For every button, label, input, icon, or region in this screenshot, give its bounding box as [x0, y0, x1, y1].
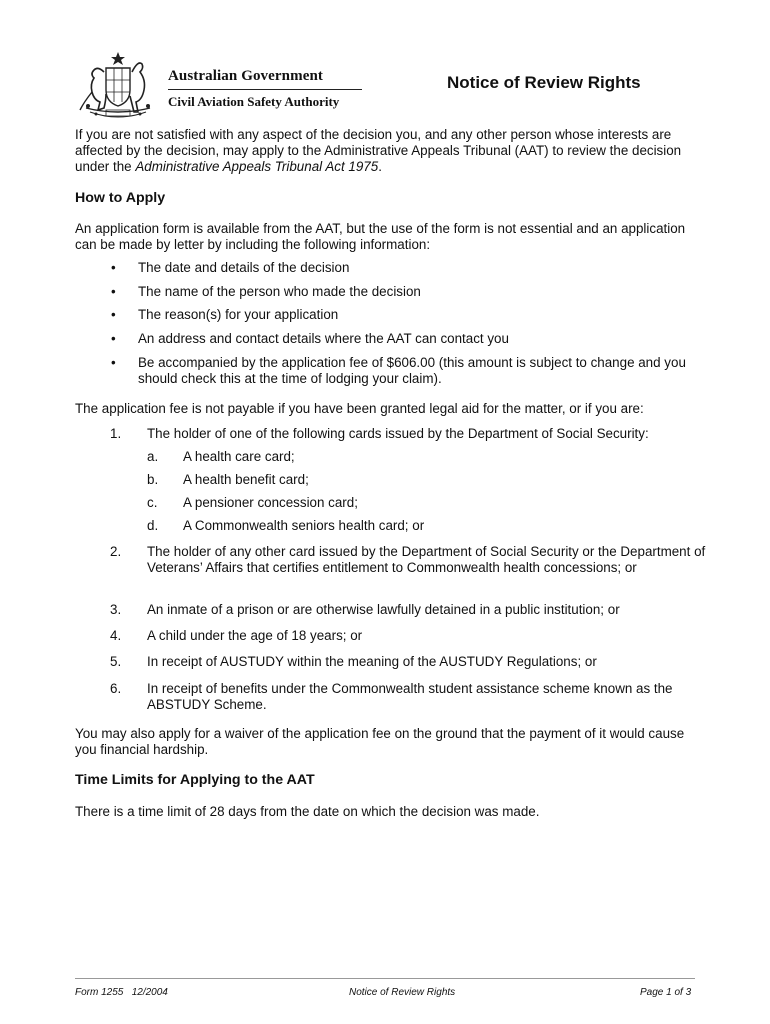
form-number: Form 1255 12/2004	[75, 987, 168, 998]
item-number: 4.	[110, 628, 122, 643]
item-number: 3.	[110, 602, 122, 617]
bullet-icon: •	[111, 260, 116, 275]
sub-item: A Commonwealth seniors health card; or	[183, 518, 425, 533]
list-item: The date and details of the decision	[138, 260, 350, 275]
numbered-item: An inmate of a prison or are otherwise lawfully detained in a public institution; or	[147, 602, 620, 617]
numbered-item: A child under the age of 18 years; or	[147, 628, 363, 643]
list-item: An address and contact details where the AAT can contact you	[138, 331, 509, 346]
list-item: The name of the person who made the decision	[138, 284, 421, 299]
agency-name: Civil Aviation Safety Authority	[168, 94, 340, 109]
government-name: Australian Government	[168, 68, 324, 84]
header-divider	[168, 89, 362, 90]
time-limits-text: There is a time limit of 28 days from the date on which the decision was made.	[75, 804, 540, 819]
item-number: 1.	[110, 426, 122, 441]
application-paragraph: An application form is available from the AAT, but the use of the form is not essential and an application can be made by letter by including the following information:	[75, 221, 686, 252]
act-name: Administrative Appeals Tribunal Act 1975	[135, 159, 379, 174]
numbered-item: The holder of one of the following cards issued by the Department of Social Security:	[147, 426, 649, 441]
list-item: The reason(s) for your application	[138, 307, 339, 322]
numbered-item: In receipt of benefits under the Commonwealth student assistance scheme known as the ABSTUDY Scheme.	[147, 681, 673, 712]
sub-item: A health care card;	[183, 449, 295, 464]
sub-item-letter: d.	[147, 518, 159, 533]
sub-item-letter: c.	[147, 495, 158, 510]
sub-item-letter: a.	[147, 449, 159, 464]
coat-of-arms-logo	[76, 50, 160, 122]
waiver-paragraph: You may also apply for a waiver of the application fee on the ground that the payment of it would cause you financial hardship.	[75, 726, 685, 757]
bullet-icon: •	[111, 284, 116, 299]
footer-title: Notice of Review Rights	[349, 987, 456, 998]
sub-item: A pensioner concession card;	[183, 495, 358, 510]
item-number: 6.	[110, 681, 122, 696]
intro-paragraph	[75, 127, 705, 175]
item-number: 5.	[110, 654, 122, 669]
intro-text: If you are not satisfied with any aspect of the decision you, and any other person whose interests are affected by the decision, may apply to the Administrative Appeals Tribunal (AAT) to review the decision under the	[75, 127, 682, 174]
item-number: 2.	[110, 544, 122, 559]
sub-item: A health benefit card;	[183, 472, 309, 487]
footer-divider	[75, 978, 695, 979]
intro-end: .	[378, 159, 382, 174]
how-to-apply-heading: How to Apply	[75, 190, 166, 206]
numbered-item: In receipt of AUSTUDY within the meaning of the AUSTUDY Regulations; or	[147, 654, 597, 669]
time-limits-heading: Time Limits for Applying to the AAT	[75, 772, 315, 788]
page-number: Page 1 of 3	[640, 987, 692, 998]
sub-item-letter: b.	[147, 472, 159, 487]
numbered-item: The holder of any other card issued by the Department of Social Security or the Department of Veterans’ Affairs that certifies entitlement to Commonwealth health concessions; or	[147, 544, 706, 575]
document-title: Notice of Review Rights	[447, 73, 641, 92]
list-item: Be accompanied by the application fee of $606.00 (this amount is subject to change and you should check this at the time of lodging your claim).	[138, 355, 686, 386]
bullet-icon: •	[111, 307, 116, 322]
fee-exemption-paragraph: The application fee is not payable if you have been granted legal aid for the matter, or if you are:	[75, 401, 644, 416]
bullet-icon: •	[111, 355, 116, 370]
bullet-icon: •	[111, 331, 116, 346]
